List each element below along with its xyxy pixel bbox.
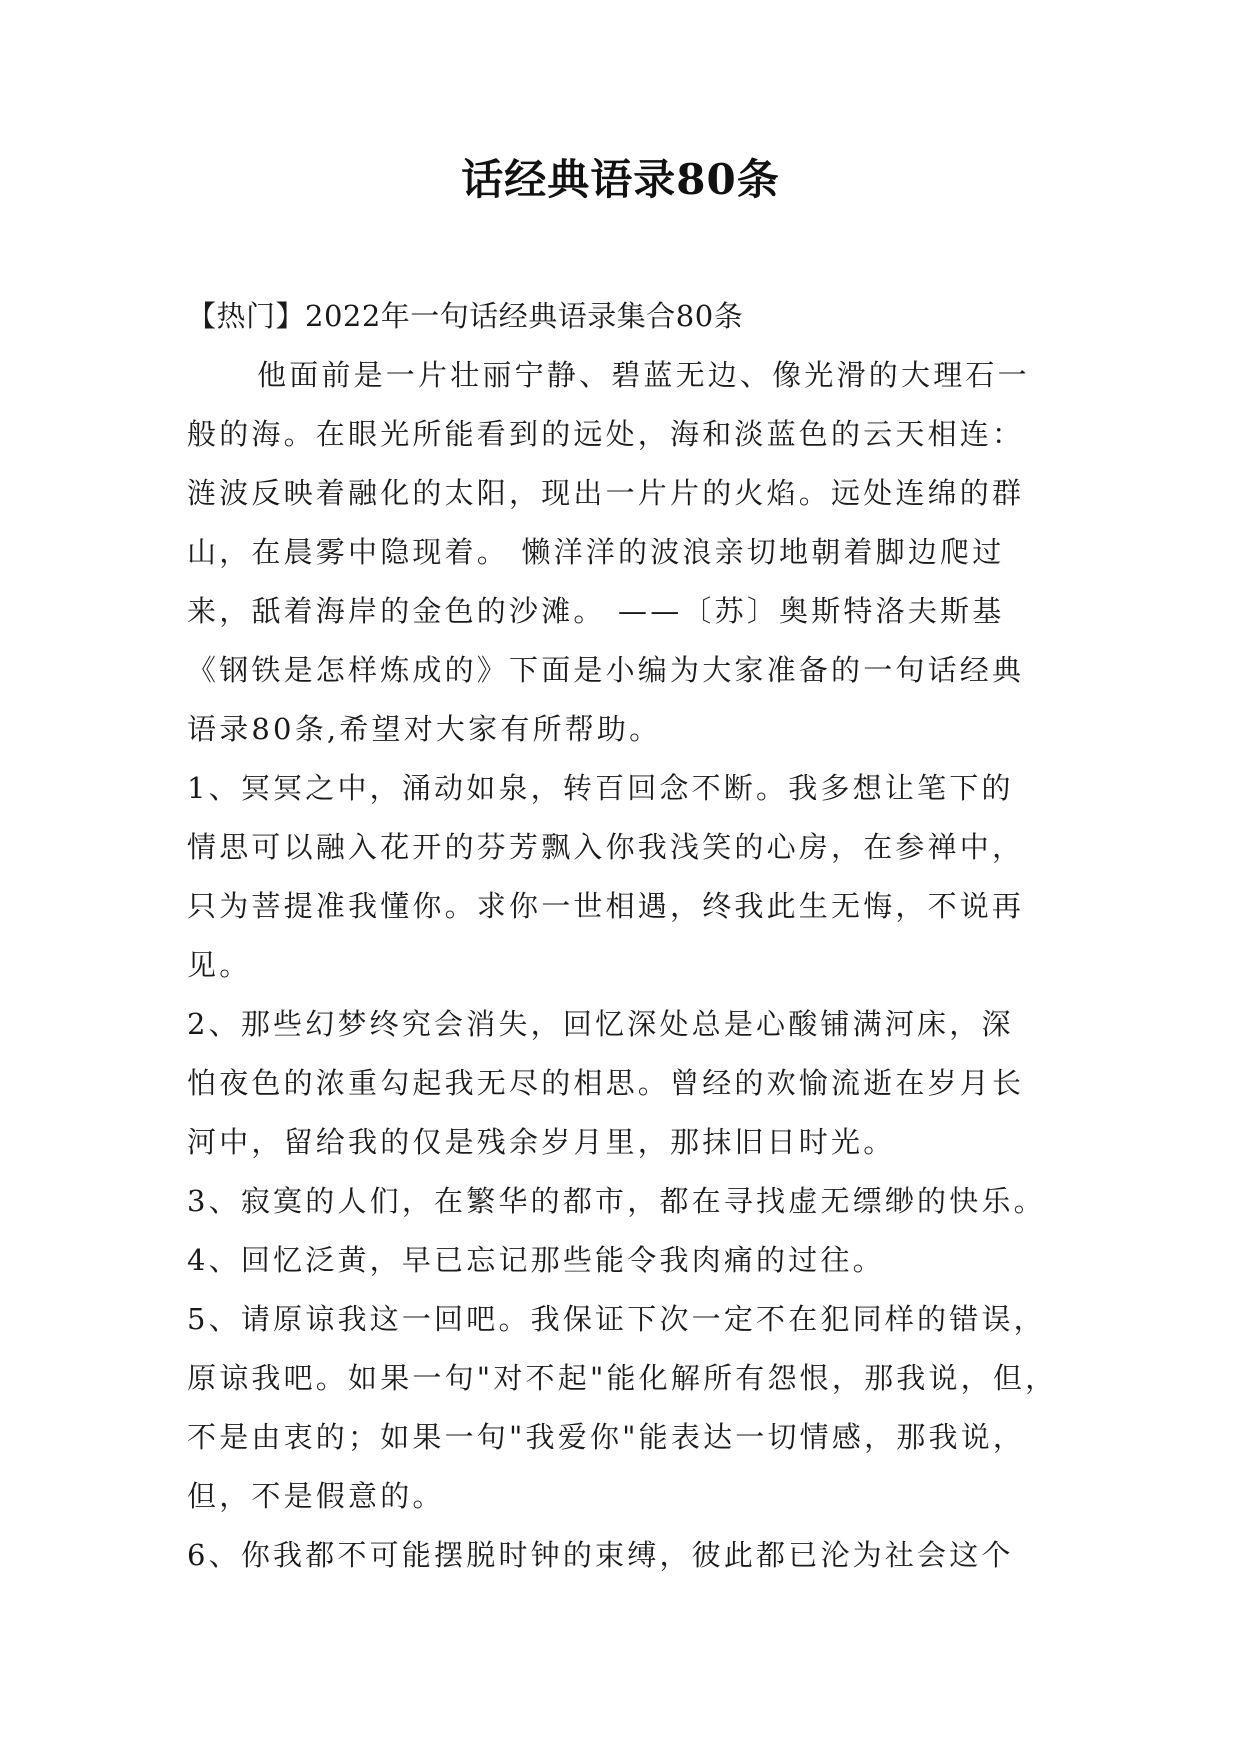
- quote-item-line: 情思可以融入花开的芬芳飘入你我浅笑的心房，在参禅中，: [187, 830, 1025, 864]
- quote-item-line: 3、寂寞的人们，在繁华的都市，都在寻找虚无缥缈的快乐。: [187, 1184, 1046, 1218]
- document-body: [187, 287, 1067, 1585]
- document-title: 话经典语录80条: [461, 155, 780, 204]
- quote-item-line: 原谅我吧。如果一句"对不起"能化解所有怨恨，那我说，但，: [187, 1361, 1058, 1395]
- paragraph-line: 语录80条,希望对大家有所帮助。: [187, 712, 662, 746]
- intro-heading: 【热门】2022年一句话经典语录集合80条: [187, 299, 744, 333]
- quote-item-line: 只为菩提准我懂你。求你一世相遇，终我此生无悔，不说再: [187, 889, 1025, 923]
- quote-item-line: 5、请原谅我这一回吧。我保证下次一定不在犯同样的错误，: [187, 1302, 1046, 1336]
- paragraph-line: 涟波反映着融化的太阳，现出一片片的火焰。远处连绵的群: [187, 476, 1025, 510]
- quote-item-line: 1、冥冥之中，涌动如泉，转百回念不断。我多想让笔下的: [187, 771, 1014, 805]
- quote-item-line: 见。: [187, 948, 252, 982]
- quote-item-line: 2、那些幻梦终究会消失，回忆深处总是心酸铺满河床，深: [187, 1007, 1014, 1041]
- quote-item-line: 怕夜色的浓重勾起我无尽的相思。曾经的欢愉流逝在岁月长: [187, 1066, 1025, 1100]
- paragraph-line: 山，在晨雾中隐现着。 懒洋洋的波浪亲切地朝着脚边爬过: [187, 535, 1005, 569]
- paragraph-line: 般的海。在眼光所能看到的远处，海和淡蓝色的云天相连：: [187, 417, 1025, 451]
- quote-item-line: 4、回忆泛黄，早已忘记那些能令我肉痛的过往。: [187, 1243, 885, 1277]
- quote-item-line: 6、你我都不可能摆脱时钟的束缚，彼此都已沦为社会这个: [187, 1538, 1014, 1572]
- quote-item-line: 但，不是假意的。: [187, 1479, 445, 1513]
- quote-item-line: 河中，留给我的仅是残余岁月里，那抹旧日时光。: [187, 1125, 896, 1159]
- paragraph-line: 《钢铁是怎样炼成的》下面是小编为大家准备的一句话经典: [187, 653, 1025, 687]
- paragraph-line: 他面前是一片壮丽宁静、碧蓝无边、像光滑的大理石一: [257, 358, 1030, 392]
- paragraph-line: 来，舐着海岸的金色的沙滩。 ——〔苏〕奥斯特洛夫斯基: [187, 594, 1005, 628]
- quote-item-line: 不是由衷的；如果一句"我爱你"能表达一切情感，那我说，: [187, 1420, 1026, 1454]
